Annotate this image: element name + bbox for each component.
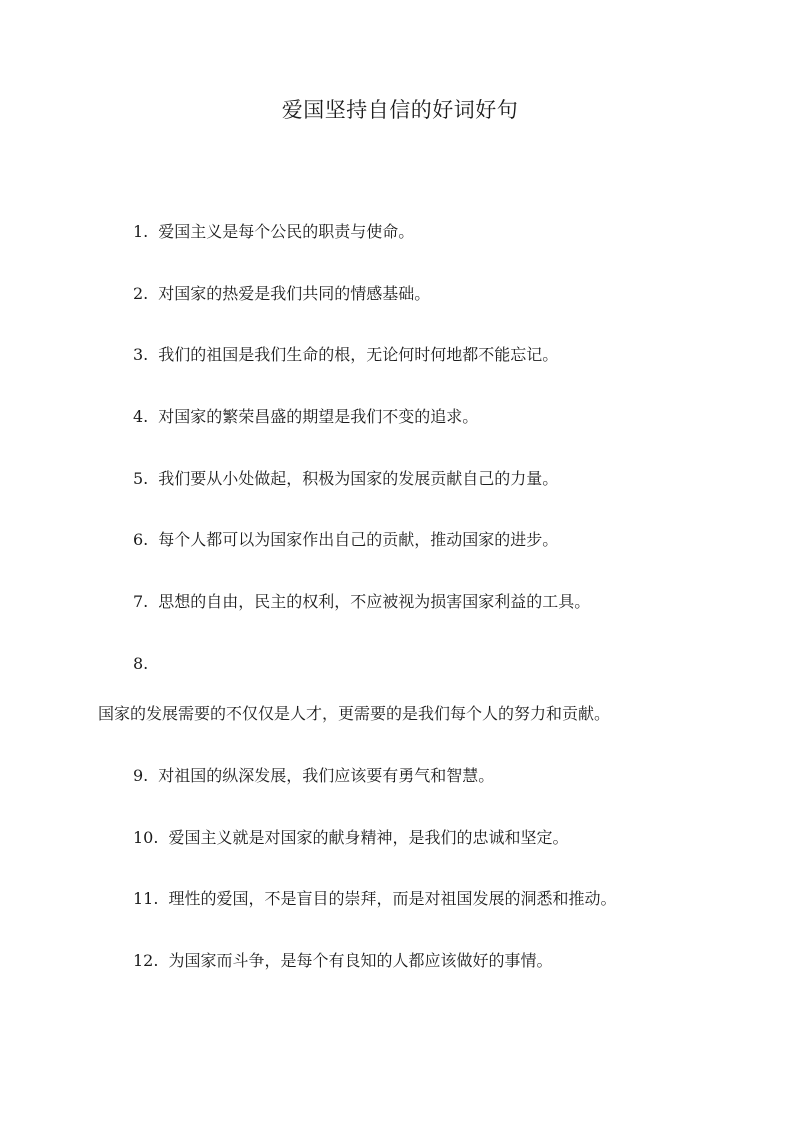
item-number: 6. [133, 530, 149, 549]
list-item-number-only [133, 654, 158, 674]
item-number: 8. [133, 654, 149, 673]
item-text: 爱国主义就是对国家的献身精神，是我们的忠诚和坚定。 [168, 828, 569, 847]
item-text: 为国家而斗争，是每个有良知的人都应该做好的事情。 [168, 951, 553, 970]
item-text: 对祖国的纵深发展，我们应该要有勇气和智慧。 [158, 766, 495, 785]
list-item [133, 407, 478, 427]
list-item [133, 592, 590, 612]
list-item [133, 469, 558, 489]
list-item [133, 889, 616, 909]
item-text: 我们的祖国是我们生命的根，无论何时何地都不能忘记。 [158, 345, 559, 364]
item-number: 3. [133, 345, 149, 364]
item-text: 爱国主义是每个公民的职责与使命。 [158, 222, 415, 241]
list-item [133, 951, 552, 971]
list-item [133, 530, 558, 550]
list-item [133, 222, 414, 242]
page-title: 爱国坚持自信的好词好句 [281, 98, 519, 122]
item-text: 理性的爱国，不是盲目的崇拜，而是对祖国发展的洞悉和推动。 [168, 889, 617, 908]
list-item [133, 766, 494, 786]
list-item [133, 828, 568, 848]
item-number: 12. [133, 951, 159, 970]
item-text: 我们要从小处做起，积极为国家的发展贡献自己的力量。 [158, 469, 559, 488]
item-number: 2. [133, 284, 149, 303]
item-text: 思想的自由，民主的权利，不应被视为损害国家利益的工具。 [158, 592, 591, 611]
item-number: 1. [133, 222, 149, 241]
item-number: 5. [133, 469, 149, 488]
list-item [133, 284, 430, 304]
item-number: 4. [133, 407, 149, 426]
list-item-wrapped-text [98, 704, 610, 724]
item-text: 国家的发展需要的不仅仅是人才，更需要的是我们每个人的努力和贡献。 [98, 704, 611, 723]
item-number: 7. [133, 592, 149, 611]
item-text: 对国家的热爱是我们共同的情感基础。 [158, 284, 431, 303]
item-number: 9. [133, 766, 149, 785]
item-text: 对国家的繁荣昌盛的期望是我们不变的追求。 [158, 407, 479, 426]
item-number: 11. [133, 889, 159, 908]
item-number: 10. [133, 828, 159, 847]
list-item [133, 345, 558, 365]
item-text: 每个人都可以为国家作出自己的贡献，推动国家的进步。 [158, 530, 559, 549]
